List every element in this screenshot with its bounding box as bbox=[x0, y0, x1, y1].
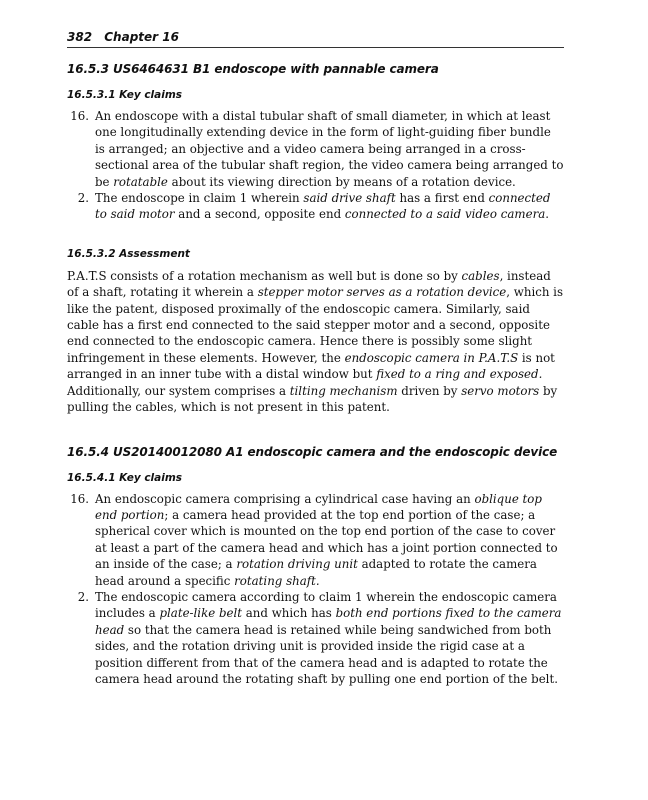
emphasis-text: both end portions fixed to the camera head bbox=[95, 606, 562, 637]
claim-item bbox=[67, 589, 564, 687]
emphasis-text: endoscopic camera in P.A.T.S bbox=[344, 350, 519, 365]
claim-number: 16. bbox=[70, 491, 89, 506]
emphasis-text: plate-like belt bbox=[159, 606, 243, 621]
emphasis-text: stepper motor serves as a rotation device bbox=[257, 285, 507, 300]
running-head bbox=[67, 30, 564, 48]
claim-item bbox=[67, 491, 564, 589]
subsection-heading-key-claims-1: 16.5.3.1 Key claims bbox=[67, 89, 183, 101]
emphasis-text: tilting mechanism bbox=[289, 383, 398, 398]
claim-text: The endoscopic camera according to claim 1 wherein the endoscopic camera includes a plate-like belt and which has both end portions fixed to the camera head so that the camera head is retained while being sandwiched from both sides, and the rotation driving unit is provided inside the rigid case at a position different from that of the camera head and is adapted to rotate the camera head around the rotating shaft by pulling one end portion of the belt. bbox=[95, 589, 562, 686]
emphasis-text: rotating shaft. bbox=[234, 573, 320, 588]
emphasis-text: rotation driving unit bbox=[236, 557, 358, 572]
emphasis-text: cables bbox=[461, 268, 500, 283]
claim-text: The endoscope in claim 1 wherein said drive shaft has a first end connected to said motor and a second, opposite end connected to a said video camera. bbox=[95, 191, 551, 222]
claims-list-2 bbox=[67, 491, 564, 688]
claim-number: 2. bbox=[77, 191, 89, 206]
subsection-heading-key-claims-2: 16.5.4.1 Key claims bbox=[67, 471, 183, 484]
emphasis-text: said drive shaft bbox=[303, 191, 396, 206]
claim-text: An endoscope with a distal tubular shaft of small diameter, in which at least one longitudinally extending device in the form of light-guiding fiber bundle is arranged; an objective and a video camera being arranged in a cross-sectional area of the tubular shaft region, the video camera being arranged to be rotatable about its viewing direction by means of a rotation device. bbox=[95, 109, 564, 189]
section-heading-16-5-3: 16.5.3 US6464631 B1 endoscope with pannable camera bbox=[67, 62, 439, 76]
subsection-heading-assessment: 16.5.3.2 Assessment bbox=[67, 247, 190, 260]
claims-list-1 bbox=[67, 108, 564, 223]
emphasis-text: connected to a said video camera bbox=[344, 207, 546, 222]
emphasis-text: rotatable bbox=[113, 174, 168, 189]
page-number: 382 bbox=[67, 30, 93, 44]
emphasis-text: servo motors bbox=[461, 383, 540, 398]
chapter-label: Chapter 16 bbox=[104, 30, 179, 44]
claim-text: An endoscopic camera comprising a cylindrical case having an oblique top end portion; a camera head provided at the top end portion of the case; a spherical cover which is mounted on the top end portion of the case to cover at least a part of the camera head and which has a joint portion connected to an inside of the case; a rotation driving unit adapted to rotate the camera head around a specific rotating shaft. bbox=[95, 491, 558, 588]
claim-number: 16. bbox=[70, 109, 89, 123]
emphasis-text: connected to said motor bbox=[95, 191, 551, 222]
claim-item bbox=[67, 190, 564, 223]
claim-item bbox=[67, 108, 564, 190]
assessment-paragraph: P.A.T.S consists of a rotation mechanism as well but is done so by cables, instead of a shaft, rotating it wherein a stepper motor serves as a rotation device, which is like the patent, disposed proximally of the endoscopic camera. Similarly, said cable has a first end connected to the said stepper motor and a second, opposite end connected to the endoscopic camera. Hence there is possibly some slight infringement in these elements. However, the endoscopic camera in P.A.T.S is not arranged in an inner tube with a distal window but fixed to a ring and exposed. Additionally, our system comprises a tilting mechanism driven by servo motors by pulling the cables, which is not present in this patent. bbox=[67, 268, 563, 415]
page bbox=[67, 30, 564, 687]
section-heading-16-5-4: 16.5.4 US20140012080 A1 endoscopic camera and the endoscopic device bbox=[67, 444, 558, 459]
claim-number: 2. bbox=[77, 589, 89, 604]
emphasis-text: fixed to a ring and exposed. bbox=[376, 367, 543, 382]
emphasis-text: oblique top end portion bbox=[95, 491, 542, 522]
